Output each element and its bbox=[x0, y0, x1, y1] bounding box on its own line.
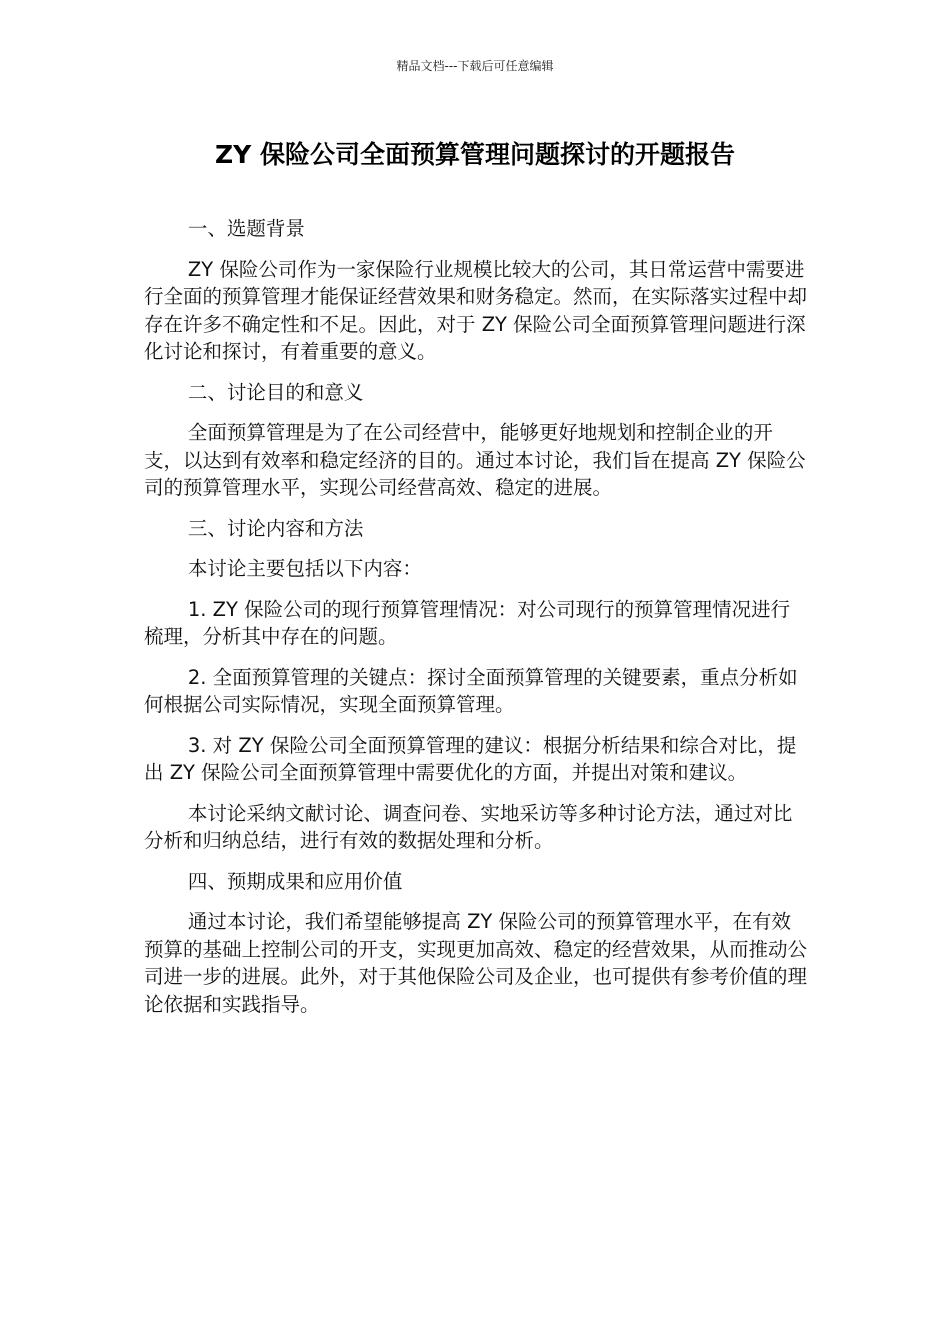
section-heading-purpose: 二、讨论目的和意义 bbox=[187, 380, 364, 404]
section-heading-background: 一、选题背景 bbox=[187, 217, 305, 240]
section-heading-content-method: 三、讨论内容和方法 bbox=[187, 516, 364, 540]
document-title: ZY 保险公司全面预算管理问题探讨的开题报告 bbox=[215, 140, 735, 169]
paragraph-content-intro: 本讨论主要包括以下内容： bbox=[187, 557, 422, 580]
list-item-3: 3. 对 ZY 保险公司全面预算管理的建议：根据分析结果和综合对比，提出 ZY 保险公司全面预算管理中需要优化的方面，并提出对策和建议。 bbox=[144, 733, 797, 784]
paragraph-method: 本讨论采纳文献讨论、调查问卷、实地采访等多种讨论方法，通过对比分析和归纳总结，进行有效的数据处理和分析。 bbox=[144, 801, 793, 852]
paragraph-outcomes: 通过本讨论，我们希望能够提高 ZY 保险公司的预算管理水平，在有效预算的基础上控制公司的开支，实现更加高效、稳定的经营效果，从而推动公司进一步的进展。此外，对于其他保险公司及企业，也可提供有参考价值的理论依据和实践指导。 bbox=[144, 910, 808, 1016]
paragraph-background: ZY 保险公司作为一家保险行业规模比较大的公司，其日常运营中需要进行全面的预算管理才能保证经营效果和财务稳定。然而，在实际落实过程中却存在许多不确定性和不足。因此，对于 ZY 保险公司全面预算管理问题进行深化讨论和探讨，有着重要的意义。 bbox=[144, 257, 808, 363]
document-body bbox=[144, 215, 808, 1031]
section-heading-outcomes: 四、预期成果和应用价值 bbox=[187, 869, 403, 893]
page-header: 精品文档---下载后可任意编辑 bbox=[396, 59, 554, 73]
list-item-2: 2. 全面预算管理的关键点：探讨全面预算管理的关键要素，重点分析如何根据公司实际情况，实现全面预算管理。 bbox=[144, 665, 798, 716]
paragraph-purpose: 全面预算管理是为了在公司经营中，能够更好地规划和控制企业的开支，以达到有效率和稳定经济的目的。通过本讨论，我们旨在提高 ZY 保险公司的预算管理水平，实现公司经营高效、稳定的进展。 bbox=[144, 421, 806, 499]
list-item-1: 1. ZY 保险公司的现行预算管理情况：对公司现行的预算管理情况进行梳理，分析其中存在的问题。 bbox=[144, 597, 791, 648]
